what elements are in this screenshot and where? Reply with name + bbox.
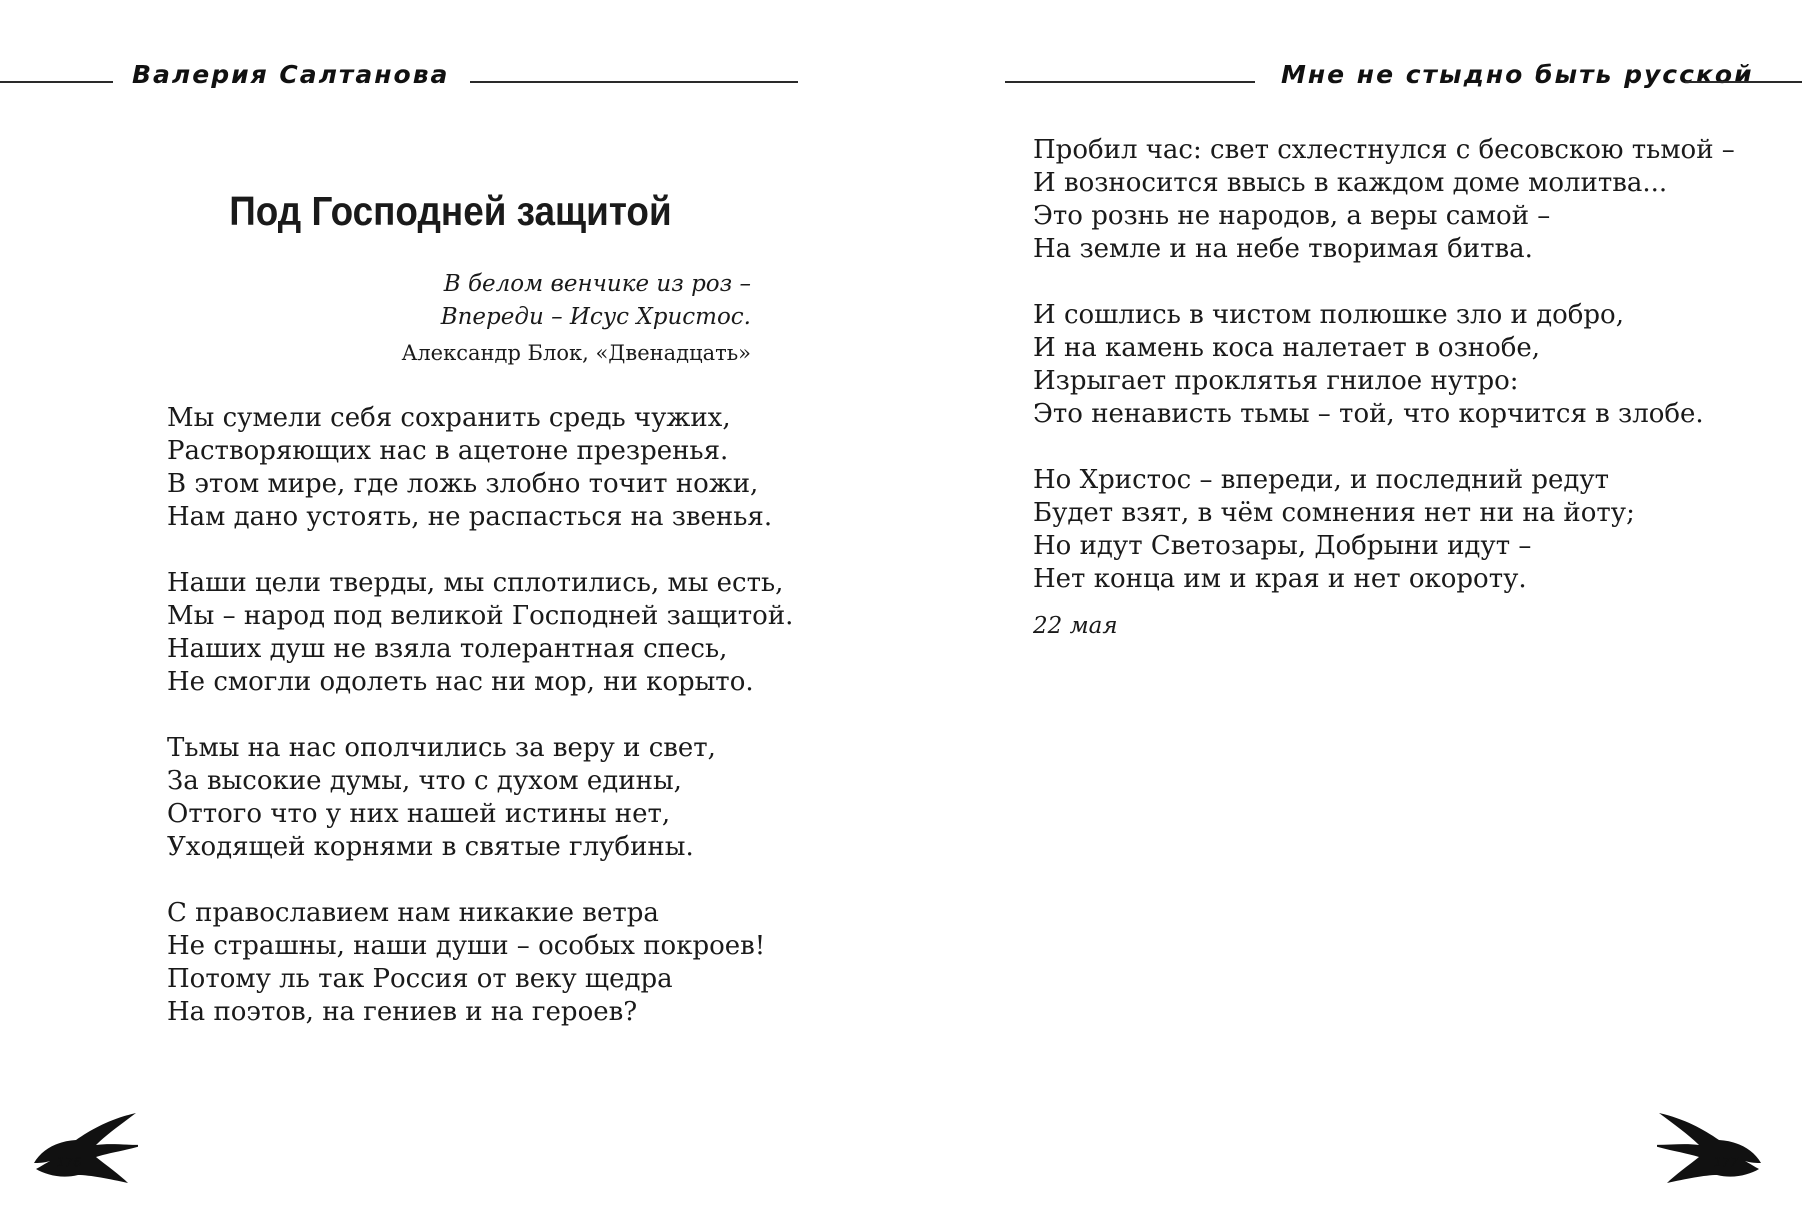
verse-line: Не страшны, наши души – особых покроев! [167, 931, 766, 961]
verse-line: Будет взят, в чём сомнения нет ни на йоту; [1033, 498, 1635, 528]
stanza-4 [167, 897, 765, 1029]
stanza-6 [1033, 299, 1704, 431]
verse-line: Нет конца им и края и нет окороту. [1033, 564, 1527, 594]
verse-line: И сошлись в чистом полюшке зло и добро, [1033, 300, 1624, 330]
stanza-1 [167, 402, 772, 534]
verse-line: Уходящей корнями в святые глубины. [167, 832, 694, 862]
right-page [901, 0, 1802, 1213]
epigraph-line: В белом венчике из роз – [443, 271, 751, 297]
verse-line: Наши цели тверды, мы сплотились, мы есть, [167, 568, 784, 598]
page-number: 176 [56, 1156, 82, 1171]
verse-line: Растворяющих нас в ацетоне презренья. [167, 436, 729, 466]
verse-line: Но идут Светозары, Добрыни идут – [1033, 531, 1532, 561]
verse-line: С православием нам никакие ветра [167, 898, 659, 928]
poem-date: 22 мая [1033, 613, 1118, 639]
verse-line: Тьмы на нас ополчились за веру и свет, [167, 733, 716, 763]
verse-line: Это рознь не народов, а веры самой – [1033, 201, 1551, 231]
stanza-2 [167, 567, 793, 699]
header-rule-left [1005, 81, 1255, 83]
verse-line: Мы – народ под великой Господней защитой. [167, 601, 794, 631]
verse-line: На поэтов, на гениев и на героев? [167, 997, 638, 1027]
verse-line: В этом мире, где ложь злобно точит ножи, [167, 469, 759, 499]
epigraph-line: Впереди – Исус Христос. [440, 304, 751, 330]
poem-title: Под Господней защитой [229, 188, 672, 234]
epigraph-source: Александр Блок, «Двенадцать» [401, 341, 751, 365]
header-rule-right [470, 81, 798, 83]
verse-line: Не смогли одолеть нас ни мор, ни корыто. [167, 667, 754, 697]
verse-line: И на камень коса налетает в ознобе, [1033, 333, 1541, 363]
verse-line: Мы сумели себя сохранить средь чужих, [167, 403, 731, 433]
swallow-icon [28, 1105, 138, 1185]
stanza-3 [167, 732, 716, 864]
epigraph [401, 268, 751, 372]
stanza-5 [1033, 134, 1735, 266]
header-rule-left [0, 81, 113, 83]
running-head-book-title: Мне не стыдно быть русской [1281, 60, 1754, 89]
verse-line: Пробил час: свет схлестнулся с бесовскою тьмой – [1033, 135, 1735, 165]
folio-left [28, 1105, 138, 1185]
verse-line: Наших душ не взяла толерантная спесь, [167, 634, 728, 664]
folio-right [1657, 1105, 1767, 1185]
page-number: 177 [1713, 1156, 1739, 1171]
swallow-icon [1657, 1105, 1767, 1185]
verse-line: Нам дано устоять, не распасться на звенья. [167, 502, 773, 532]
verse-line: За высокие думы, что с духом едины, [167, 766, 682, 796]
verse-line: Потому ль так Россия от веку щедра [167, 964, 673, 994]
verse-line: Но Христос – впереди, и последний редут [1033, 465, 1610, 495]
verse-line: На земле и на небе творимая битва. [1033, 234, 1533, 264]
running-head-author: Валерия Салтанова [132, 60, 450, 89]
header-rule-right [1685, 81, 1802, 83]
verse-line: Изрыгает проклятья гнилое нутро: [1033, 366, 1519, 396]
stanza-7 [1033, 464, 1635, 596]
verse-line: Оттого что у них нашей истины нет, [167, 799, 671, 829]
verse-line: И возносится ввысь в каждом доме молитва... [1033, 168, 1668, 198]
verse-line: Это ненависть тьмы – той, что корчится в злобе. [1033, 399, 1704, 429]
